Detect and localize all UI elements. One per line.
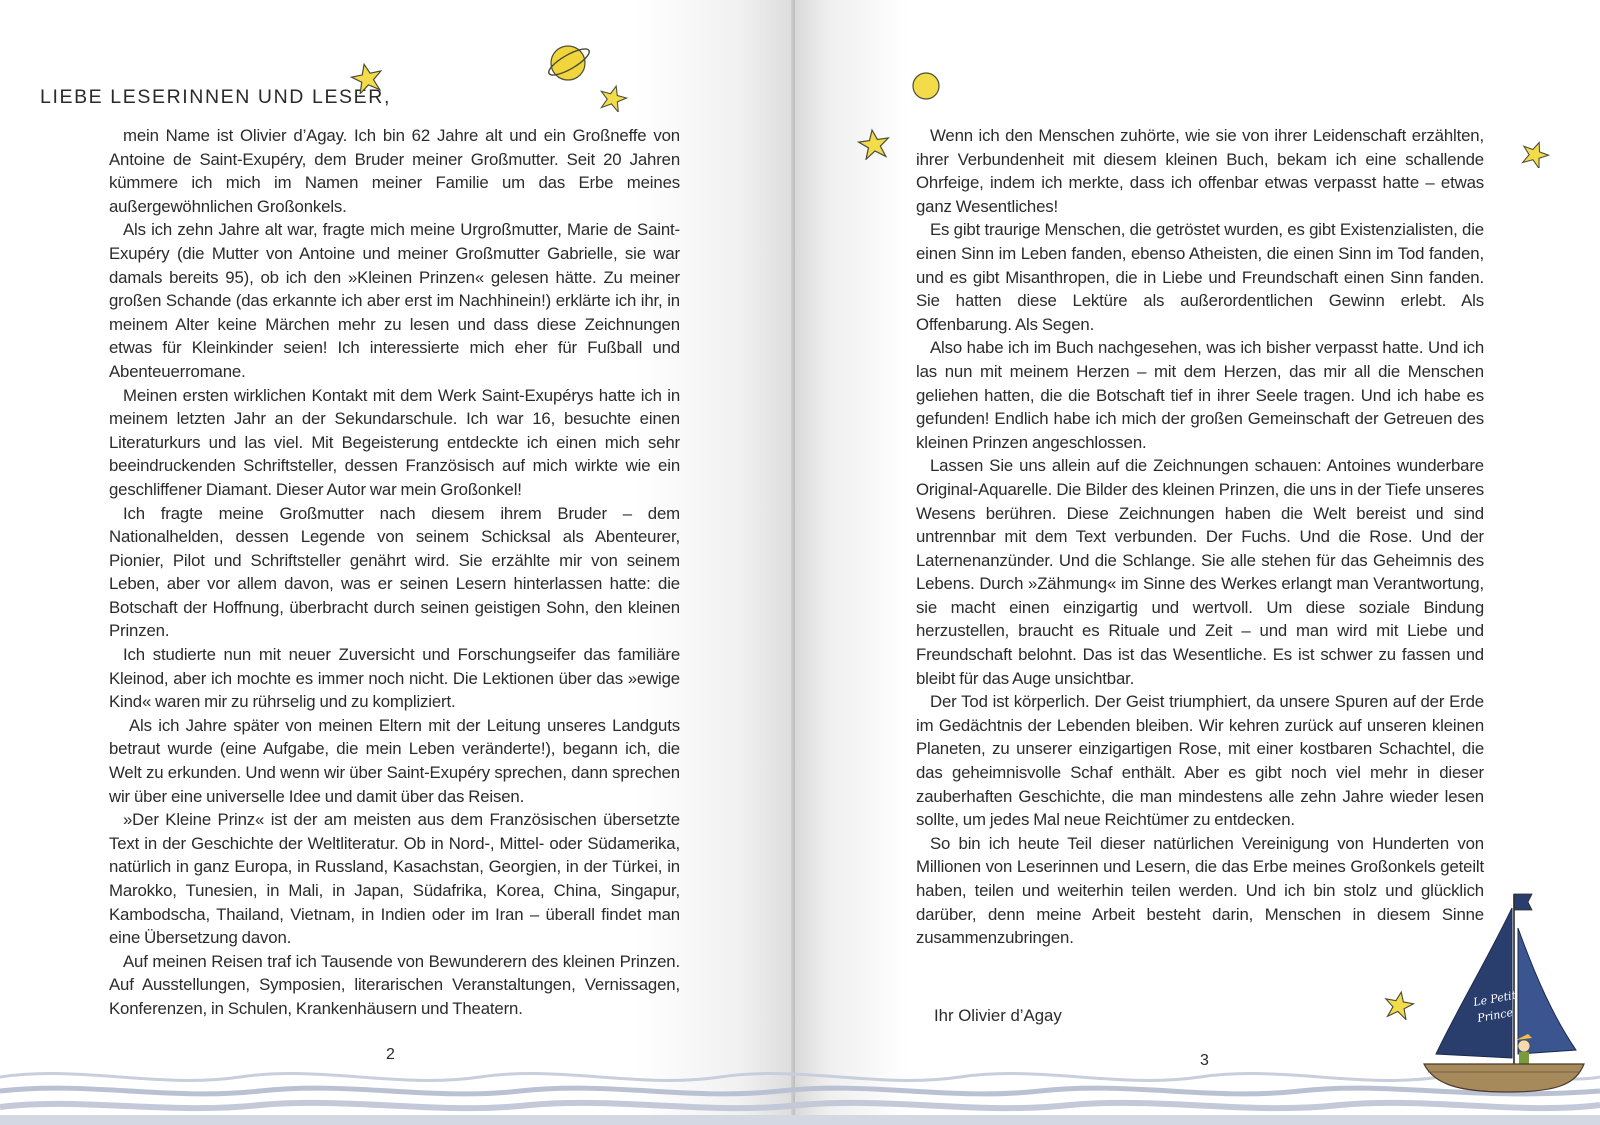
sail-logo-text: Le Petit <box>1472 988 1517 1009</box>
greeting-heading: LIEBE LESERINNEN UND LESER, <box>40 86 391 108</box>
planet-icon <box>545 40 593 86</box>
paragraph: »Der Kleine Prinz« ist der am meisten aus dem Französischen übersetzte Text in der Geschichte der Weltliteratur. Ob in Nord-, Mittel- oder Südamerika, natürlich in ganz Europa, in Russland, Kasachstan, Georgien, in der Türkei, in Marokko, Tunesien, in Mali, in Japan, Südafrika, Korea, China, Singapur, Kambodscha, Thailand, Vietnam, in Indien oder im Iran – überall findet man eine Übersetzung davon. <box>109 810 680 948</box>
sailboat-icon <box>1418 888 1596 1108</box>
paragraph: Auf meinen Reisen traf ich Tausende von Bewunderern des kleinen Prinzen. Auf Ausstellungen, Symposien, literarischen Veranstaltungen, Vernissagen, Konferenzen, in Schulen, Krankenhäusern und Theatern. <box>109 951 680 1018</box>
right-body-text <box>916 124 1484 950</box>
paragraph: Ich fragte meine Großmutter nach diesem ihrem Bruder – dem Nationalhelden, dessen Legende von seinem Schicksal als Abenteurer, Pionier, Pilot und Schriftsteller genährt wird. Sie erzählte mir von seinem Leben, aber vor allem davon, was er seinen Lesern hinterlassen hatte: die Botschaft der Hoffnung, überbracht durch seinen geistigen Sohn, den kleinen Prinzen. <box>109 503 680 641</box>
paragraph: Meinen ersten wirklichen Kontakt mit dem Werk Saint-Exupérys hatte ich in meinem letzten Jahr an der Sekundarschule. Ich war 16, besuchte einen Literaturkurs und las viel. Mit Begeisterung entdeckte ich einen mich sehr beeindruckenden Schriftsteller, dessen Französisch auf mich wirkte wie ein geschliffener Diamant. Dieser Autor war mein Großonkel! <box>109 385 680 499</box>
paragraph: Als ich zehn Jahre alt war, fragte mich meine Urgroßmutter, Marie de Saint-Exupéry (die Mutter von Antoine und meiner Großmutter Gabrielle, sie war damals bereits 95), ob ich den »Kleinen Prinzen« gelesen hätte. Zu meiner großen Schande (das erkannte ich aber erst im Nachhinein!) erklärte ich ihr, in meinem Alter keine Märchen mehr zu lesen und dass diese Zeichnungen etwas für Kleinkinder seien! Ich interessierte mich eher für Fußball und Abenteuerromane. <box>109 220 680 381</box>
sail-logo-text: Prince <box>1476 1005 1514 1025</box>
star-icon <box>1520 140 1550 168</box>
paragraph: mein Name ist Olivier d’Agay. Ich bin 62 Jahre alt und ein Großneffe von Antoine de Saint-Exupéry, dem Bruder meiner Großmutter. Seit 20 Jahren kümmere ich mich im Namen meiner Familie um das Erbe meines außergewöhnlichen Großonkels. <box>109 126 680 216</box>
paragraph: Der Tod ist körperlich. Der Geist triumphiert, da unsere Spuren auf der Erde im Gedächtnis der Lebenden bleiben. Wir kehren zurück auf unseren kleinen Planeten, zu unserer einzigartigen Rose, mit einer kostbaren Schachtel, die das geheimnisvolle Schaf enthält. Aber es gibt noch viel mehr in dieser zauberhaften Geschichte, die man mindestens alle zehn Jahre wieder lesen sollte, um jedes Mal neue Reichtümer zu entdecken. <box>916 692 1484 830</box>
star-icon <box>350 62 384 94</box>
page-number-left: 2 <box>386 1046 395 1063</box>
star-icon <box>1383 990 1415 1020</box>
paragraph: Lassen Sie uns allein auf die Zeichnungen schauen: Antoines wunderbare Original-Aquarelle. Die Bilder des kleinen Prinzen, die uns in der Tiefe unseres Wesens berühren. Diese Zeichnungen haben die Welt bereist und sind untrennbar mit dem Text verbunden. Der Fuchs. Und die Rose. Und der Laternenanzünder. Und die Schlange. Sie alle stehen für das Geheimnis des Lebens. Durch »Zähmung« im Sinne des Werkes erlangt man Verantwortung, sie macht einen einzigartig und wertvoll. Um diese soziale Bindung herzustellen, braucht es Rituale und Zeit – und man wird mit Liebe und Freundschaft belohnt. Das ist das Wesentliche. Es ist schwer zu fassen und bleibt für das Auge unsichtbar. <box>916 456 1484 688</box>
page-number-right: 3 <box>1200 1052 1209 1069</box>
star-icon <box>598 84 628 112</box>
signature: Ihr Olivier d’Agay <box>934 1006 1062 1025</box>
paragraph: Ich studierte nun mit neuer Zuversicht und Forschungseifer das familiäre Kleinod, aber ich mochte es immer noch nicht. Die Lektionen über das »ewige Kind« waren mir zu rührselig und zu kompliziert. <box>109 645 680 712</box>
paragraph: Es gibt traurige Menschen, die getröstet wurden, es gibt Existenzialisten, die einen Sinn im Leben fanden, ebenso Atheisten, die einen Sinn im Tod fanden, und es gibt Misanthropen, die in Liebe und Freundschaft einen Sinn fanden. Sie hatten diese Lektüre als außerordentlichen Gewinn erlebt. Als Offenbarung. Als Segen. <box>916 220 1484 334</box>
paragraph: So bin ich heute Teil dieser natürlichen Vereinigung von Hunderten von Millionen von Leserinnen und Lesern, die das Erbe meines Großonkels geteilt haben, teilen und weiterhin teilen werden. Und ich bin stolz und glücklich darüber, denn meine Arbeit besteht darin, Menschen in diesem Sinne zusammenzubringen. <box>916 833 1484 948</box>
star-icon <box>857 128 891 160</box>
paragraph: Also habe ich im Buch nachgesehen, was ich bisher verpasst hatte. Und ich las nun mit meinem Herzen – mit dem Herzen, das mir all die Menschen geliehen hatten, die die Botschaft tief in ihrer Seele tragen. Und ich habe es gefunden! Endlich habe ich mich der großen Gemeinschaft der Getreuen des kleinen Prinzen angeschlossen. <box>916 338 1484 452</box>
left-body-text <box>109 124 680 1021</box>
sun-icon <box>910 70 942 102</box>
paragraph: Als ich Jahre später von meinen Eltern mit der Leitung unseres Landguts betraut wurde (eine Aufgabe, die mein Leben veränderte!), begann ich, die Welt zu erkunden. Und wenn wir über Saint-Exupéry sprechen, dann sprechen wir über eine universelle Idee und damit über das Reisen. <box>109 715 680 806</box>
paragraph: Wenn ich den Menschen zuhörte, wie sie von ihrer Leidenschaft erzählten, ihrer Verbundenheit mit diesem kleinen Buch, bekam ich eine schallende Ohrfeige, indem ich merkte, dass ich offenbar etwas verpasst hatte – etwas ganz Wesentliches! <box>916 126 1484 216</box>
left-page <box>0 0 795 1125</box>
